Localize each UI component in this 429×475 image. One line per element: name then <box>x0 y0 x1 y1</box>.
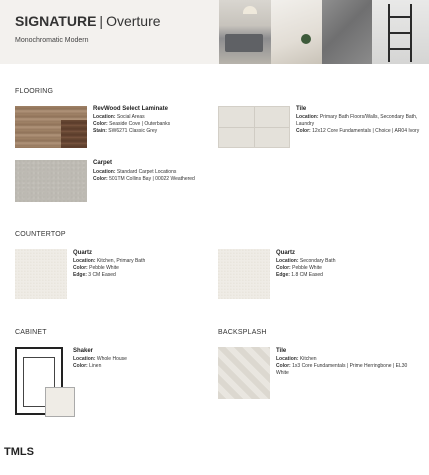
quartz-swatch-left <box>15 249 67 299</box>
brand-name: SIGNATURE <box>15 13 97 29</box>
carpet-details: Location: Standard Carpet Locations Color: 501TM Collins Bay | 00022 Weathered <box>93 169 195 182</box>
section-cabinet: CABINET <box>15 329 47 336</box>
cabinet-details: Location: Whole House Color: Linen <box>73 356 127 369</box>
quartz-swatch-right <box>218 249 270 299</box>
sofa-shape <box>225 34 263 52</box>
quartz-right-details: Location: Secondary Bath Color: Pebble White Edge: 1.8 CM Eased <box>276 258 336 278</box>
laminate-details: Location: Social Areas Color: Seaside Cove | Outerbanks Stain: SW6271 Classic Grey <box>93 114 171 134</box>
shelf-shape <box>388 4 412 62</box>
tile-name: Tile <box>296 106 307 112</box>
carpet-swatch <box>15 160 87 202</box>
title-separator: | <box>99 13 104 29</box>
tile-details: Location: Primary Bath Floors/Walls, Secondary Bath, Laundry Color: 12x12 Core Fundamentals | Choice | AR04 Ivory <box>296 114 420 134</box>
laminate-name: RevWood Select Laminate <box>93 106 168 112</box>
backsplash-details: Location: Kitchen Color: 1x3 Core Fundamentals | Prime Herringbone | EL30 White <box>276 356 408 376</box>
shelving-photo <box>372 0 429 64</box>
linen-color-chip <box>45 387 75 417</box>
plant-shape <box>301 34 311 44</box>
concrete-tile-photo <box>322 0 372 64</box>
quartz-right-name: Quartz <box>276 250 296 256</box>
section-countertop: COUNTERTOP <box>15 231 66 238</box>
carpet-name: Carpet <box>93 160 113 166</box>
cabinet-name: Shaker <box>73 348 94 354</box>
shaker-cabinet-drawing <box>15 347 63 415</box>
page-title <box>15 13 161 29</box>
mls-watermark: TMLS <box>4 446 34 458</box>
collection-name: Overture <box>106 13 161 29</box>
herringbone-swatch <box>218 347 270 399</box>
quartz-left-name: Quartz <box>73 250 93 256</box>
living-room-photo <box>219 0 271 64</box>
section-backsplash: BACKSPLASH <box>218 329 267 336</box>
backsplash-name: Tile <box>276 348 287 354</box>
page-subtitle: Monochromatic Modern <box>15 37 89 44</box>
lamp-shape <box>243 6 257 14</box>
tile-swatch <box>218 106 290 148</box>
decor-photo <box>271 0 322 64</box>
quartz-left-details: Location: Kitchen, Primary Bath Color: Pebble White Edge: 3 CM Eased <box>73 258 146 278</box>
section-flooring: FLOORING <box>15 88 54 95</box>
laminate-swatch <box>15 106 87 148</box>
